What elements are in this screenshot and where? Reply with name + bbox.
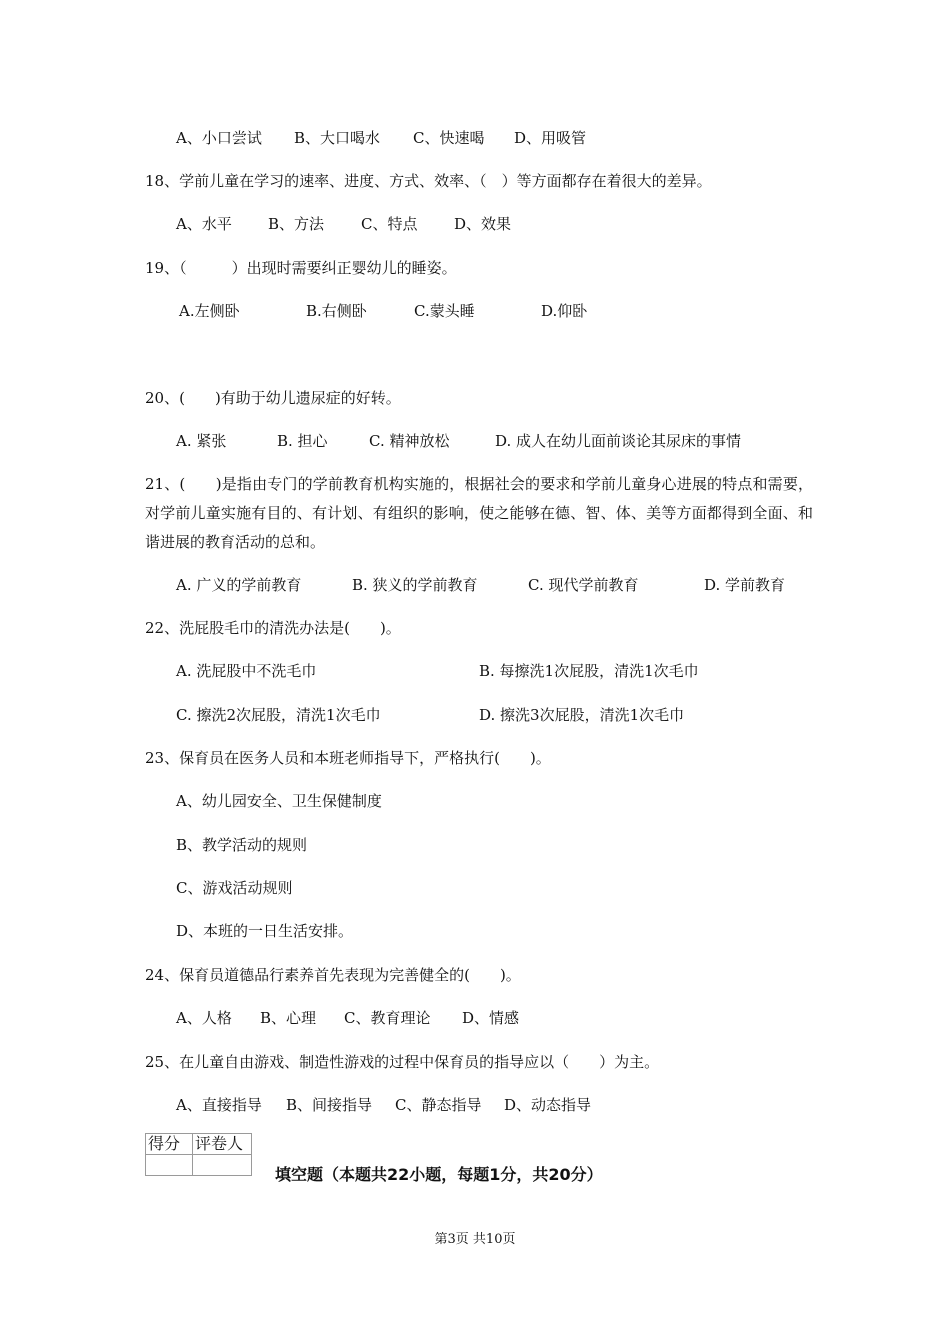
q17-option-d: D、用吸管: [514, 129, 587, 147]
q24-option-c: C、教育理论: [344, 1009, 431, 1027]
q19-option-a: A.左侧卧: [179, 302, 240, 320]
q25-option-a: A、直接指导: [176, 1096, 262, 1114]
q24-option-b: B、心理: [260, 1009, 317, 1027]
q20-option-d: D. 成人在幼儿面前谈论其尿床的事情: [495, 432, 742, 450]
q22-option-d: D. 擦洗3次屁股，清洗1次毛巾: [479, 706, 685, 724]
q23-option-b: B、教学活动的规则: [176, 836, 308, 854]
q18-question: 18、学前儿童在学习的速率、进度、方式、效率、（ ）等方面都存在着很大的差异。: [145, 172, 712, 190]
q18-option-d: D、效果: [454, 215, 512, 233]
q25-question: 25、在儿童自由游戏、制造性游戏的过程中保育员的指导应以（ ）为主。: [145, 1053, 660, 1071]
q17-option-a: A、小口尝试: [176, 129, 262, 147]
q22-option-c: C. 擦洗2次屁股，清洗1次毛巾: [176, 706, 381, 724]
q18-option-a: A、水平: [176, 215, 232, 233]
q21-option-c: C. 现代学前教育: [528, 576, 639, 594]
q18-option-c: C、特点: [361, 215, 418, 233]
q25-option-d: D、动态指导: [504, 1096, 592, 1114]
grader-cell: [193, 1155, 252, 1176]
grader-header: 评卷人: [193, 1134, 252, 1155]
score-table: [145, 1133, 252, 1176]
q19-option-d: D.仰卧: [541, 302, 588, 320]
q22-option-a: A. 洗屁股中不洗毛巾: [176, 662, 317, 680]
q23-option-d: D、本班的一日生活安排。: [176, 922, 354, 940]
q21-option-d: D. 学前教育: [704, 576, 786, 594]
q18-option-b: B、方法: [268, 215, 325, 233]
q17-option-b: B、大口喝水: [294, 129, 381, 147]
q20-option-c: C. 精神放松: [369, 432, 450, 450]
q21-question: 21、( )是指由专门的学前教育机构实施的，根据社会的要求和学前儿童身心进展的特点和需要，对学前儿童实施有目的、有计划、有组织的影响，使之能够在德、智、体、美等方面都得到全面、和谐进展的教育活动的总和。: [145, 475, 813, 551]
q23-option-c: C、游戏活动规则: [176, 879, 293, 897]
q20-option-a: A. 紧张: [176, 432, 227, 450]
q24-option-d: D、情感: [462, 1009, 520, 1027]
q19-option-b: B.右侧卧: [306, 302, 367, 320]
q25-option-c: C、静态指导: [395, 1096, 482, 1114]
q20-option-b: B. 担心: [277, 432, 328, 450]
q25-option-b: B、间接指导: [286, 1096, 373, 1114]
q17-option-c: C、快速喝: [413, 129, 485, 147]
q21-option-a: A. 广义的学前教育: [176, 576, 302, 594]
q23-question: 23、保育员在医务人员和本班老师指导下，严格执行( )。: [145, 749, 551, 767]
q24-question: 24、保育员道德品行素养首先表现为完善健全的( )。: [145, 966, 521, 984]
page-footer: 第3页 共10页: [434, 1232, 516, 1247]
q24-option-a: A、人格: [176, 1009, 232, 1027]
q21-option-b: B. 狭义的学前教育: [352, 576, 478, 594]
q22-question: 22、洗屁股毛巾的清洗办法是( )。: [145, 619, 401, 637]
section-title: 填空题（本题共22小题，每题1分，共20分）: [275, 1165, 603, 1184]
q23-option-a: A、幼儿园安全、卫生保健制度: [176, 792, 382, 810]
q19-option-c: C.蒙头睡: [414, 302, 475, 320]
score-cell: [146, 1155, 193, 1176]
score-header: 得分: [146, 1134, 193, 1155]
q22-option-b: B. 每擦洗1次屁股，清洗1次毛巾: [479, 662, 699, 680]
q19-question: 19、（ ）出现时需要纠正婴幼儿的睡姿。: [145, 259, 457, 277]
q20-question: 20、( )有助于幼儿遗尿症的好转。: [145, 389, 401, 407]
